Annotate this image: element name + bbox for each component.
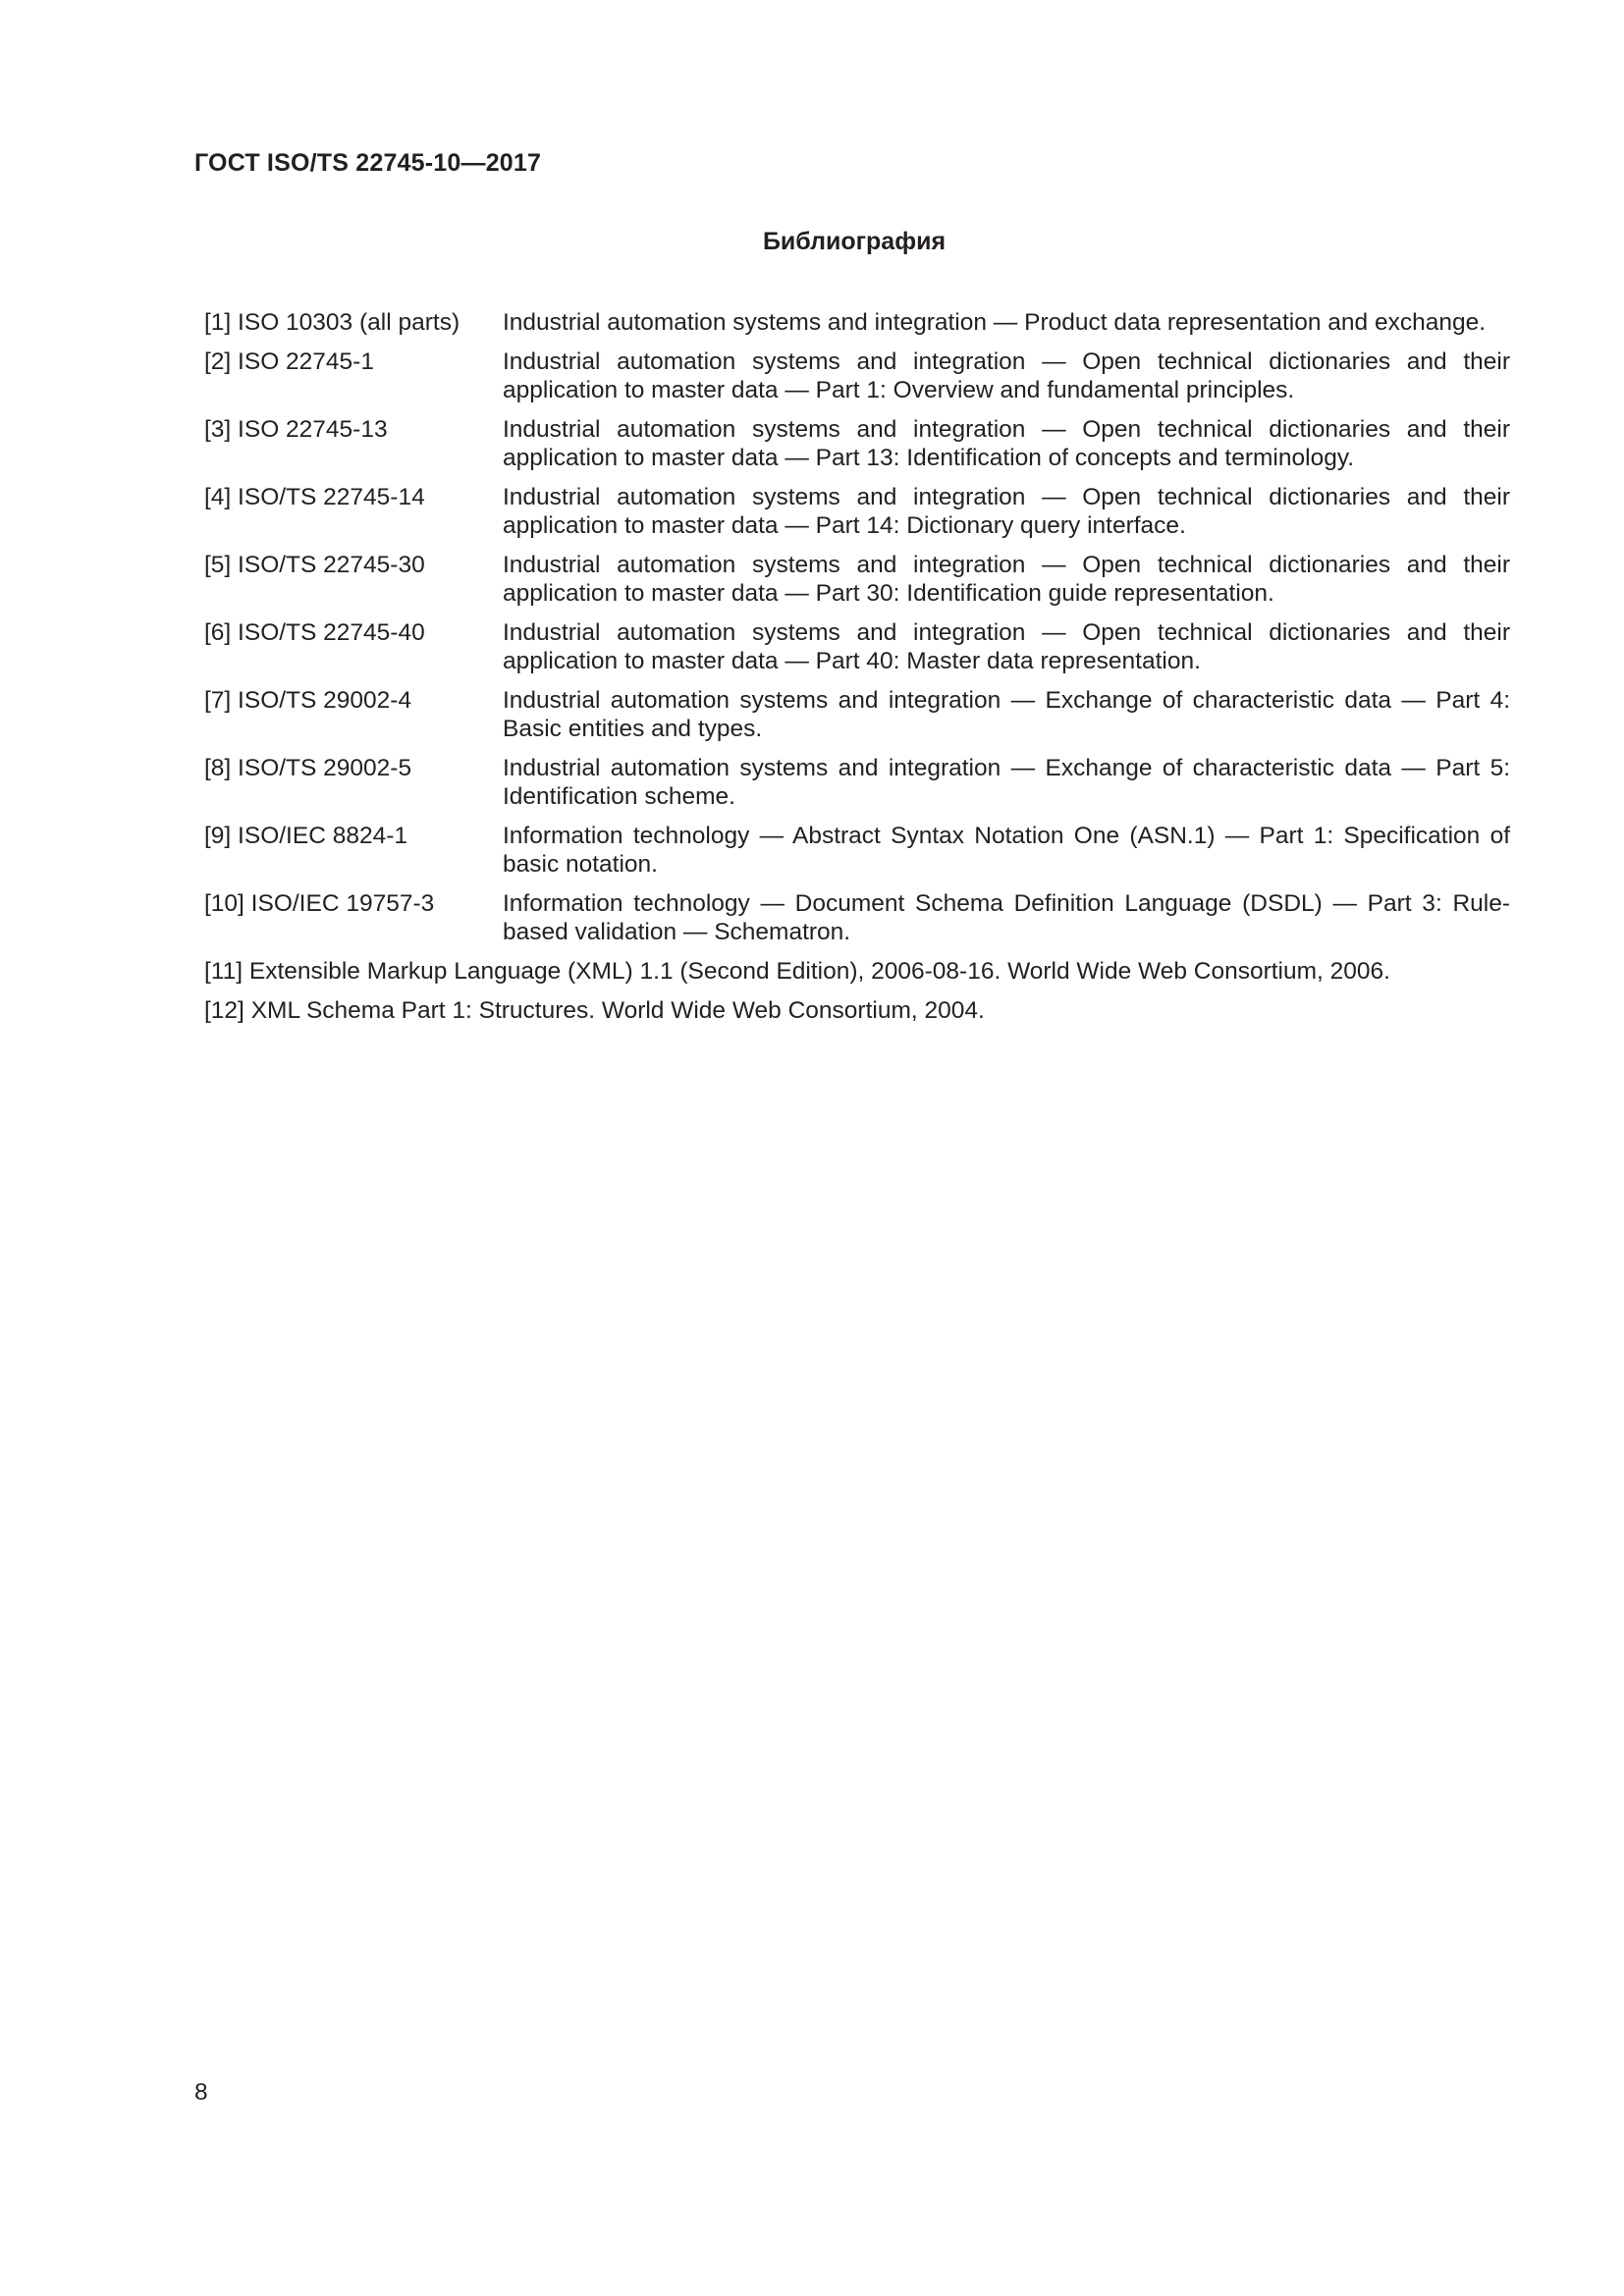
bibliography-text: Extensible Markup Language (XML) 1.1 (Second Edition), 2006-08-16. World Wide Web Consortium, 2006. <box>248 958 1390 985</box>
bibliography-entry <box>204 686 1510 743</box>
bibliography-ref: [7] ISO/TS 29002-4 <box>204 687 412 714</box>
bibliography-entry <box>204 822 1510 879</box>
bibliography-text: Industrial automation systems and integration — Open technical dictionaries and their application to master data — Part 14: Dictionary query interface. <box>503 484 1510 539</box>
bibliography-text: Information technology — Abstract Syntax Notation One (ASN.1) — Part 1: Specification of basic notation. <box>503 823 1510 878</box>
bibliography-text: Industrial automation systems and integration — Exchange of characteristic data — Part 5: Identification scheme. <box>503 755 1510 810</box>
bibliography-entry <box>204 957 1510 986</box>
bibliography-text: Industrial automation systems and integration — Product data representation and exchange. <box>503 309 1487 336</box>
bibliography-text: Information technology — Document Schema Definition Language (DSDL) — Part 3: Rule-based validation — Schematron. <box>503 890 1510 945</box>
bibliography-ref: [3] ISO 22745-13 <box>204 416 388 443</box>
bibliography-ref: [9] ISO/IEC 8824-1 <box>204 823 407 849</box>
section-title: Библиография <box>762 228 947 255</box>
bibliography-ref: [11] <box>204 958 244 985</box>
bibliography-text: Industrial automation systems and integration — Open technical dictionaries and their application to master data — Part 13: Identification of concepts and terminology. <box>503 416 1510 471</box>
bibliography-entry <box>204 996 1510 1025</box>
bibliography-entry <box>204 415 1510 472</box>
bibliography-ref: [5] ISO/TS 22745-30 <box>204 552 425 578</box>
bibliography-ref: [10] ISO/IEC 19757-3 <box>204 890 435 917</box>
bibliography-ref: [8] ISO/TS 29002-5 <box>204 755 412 781</box>
bibliography-ref: [1] ISO 10303 (all parts) <box>204 309 460 336</box>
document-header: ГОСТ ISO/TS 22745-10—2017 <box>194 149 542 177</box>
bibliography-text: Industrial automation systems and integration — Open technical dictionaries and their application to master data — Part 40: Master data representation. <box>503 619 1510 674</box>
bibliography-entry <box>204 308 1510 337</box>
bibliography-ref: [4] ISO/TS 22745-14 <box>204 484 425 510</box>
page-number: 8 <box>194 2079 208 2106</box>
bibliography-ref: [12] <box>204 997 244 1024</box>
bibliography-text: Industrial automation systems and integration — Exchange of characteristic data — Part 4: Basic entities and types. <box>503 687 1510 742</box>
bibliography-entry <box>204 347 1510 404</box>
bibliography-list <box>204 308 1510 1036</box>
bibliography-entry <box>204 754 1510 811</box>
bibliography-ref: [2] ISO 22745-1 <box>204 348 374 375</box>
bibliography-ref: [6] ISO/TS 22745-40 <box>204 619 425 646</box>
bibliography-text: Industrial automation systems and integration — Open technical dictionaries and their application to master data — Part 30: Identification guide representation. <box>503 552 1510 607</box>
bibliography-entry <box>204 483 1510 540</box>
bibliography-text: XML Schema Part 1: Structures. World Wide Web Consortium, 2004. <box>250 997 985 1024</box>
bibliography-entry <box>204 618 1510 675</box>
bibliography-text: Industrial automation systems and integration — Open technical dictionaries and their application to master data — Part 1: Overview and fundamental principles. <box>503 348 1510 403</box>
bibliography-entry <box>204 889 1510 946</box>
bibliography-entry <box>204 551 1510 608</box>
